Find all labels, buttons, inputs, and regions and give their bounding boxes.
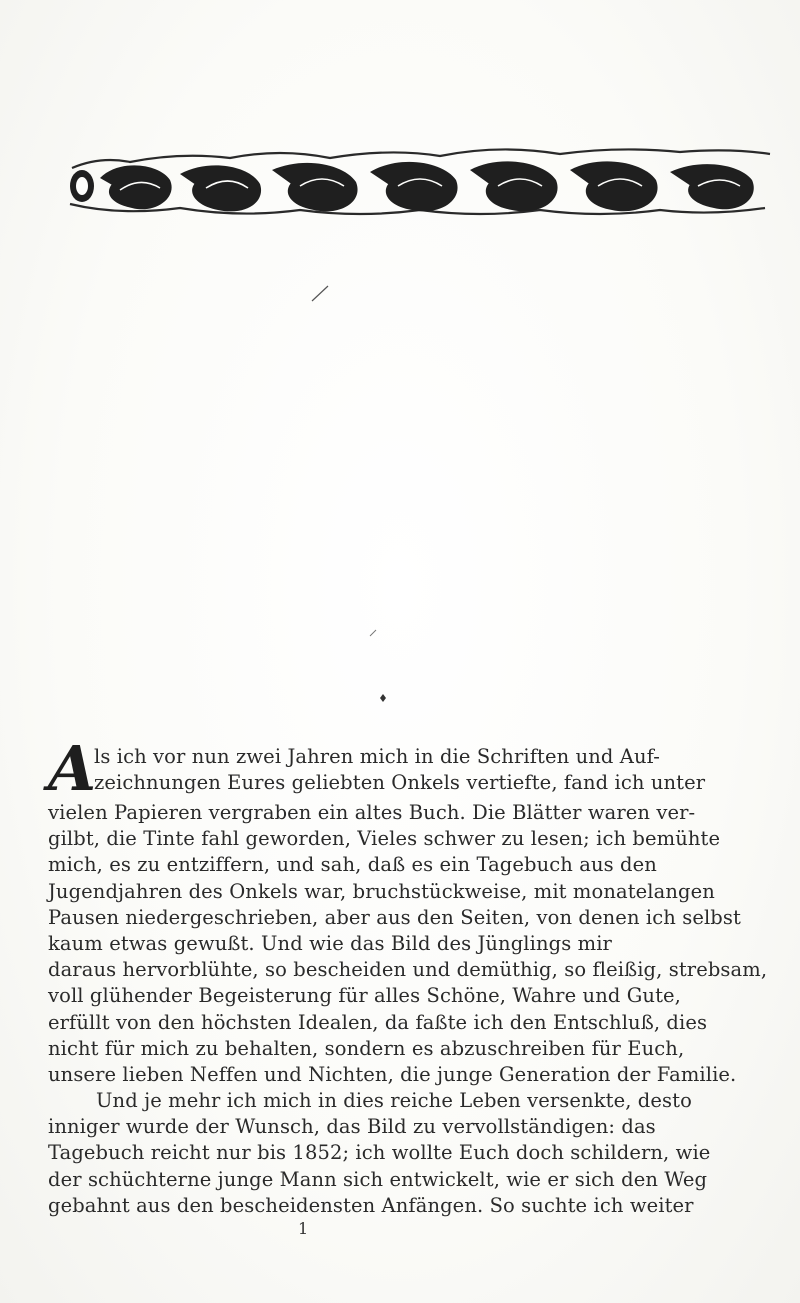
ink-speck-icon: [379, 693, 387, 703]
body-text: [48, 732, 768, 1239]
text-line: erfüllt von den höchsten Idealen, da faßte ich den Entschluß, dies: [48, 1010, 708, 1034]
text-line: daraus hervorblühte, so bescheiden und demüthig, so fleißig, strebsam,: [48, 958, 768, 982]
text-line: Pausen niedergeschrieben, aber aus den Seiten, von denen ich selbst: [48, 905, 741, 929]
text-line: zeichnungen Eures geliebten Onkels vertiefte, fand ich unter: [94, 771, 706, 794]
text-line: mich, es zu entziffern, und sah, daß es ein Tagebuch aus den: [48, 853, 657, 877]
text-line: kaum etwas gewußt. Und wie das Bild des Jünglings mir: [48, 931, 612, 955]
text-line: inniger wurde der Wunsch, das Bild zu vervollständigen: das: [48, 1115, 656, 1139]
text-line: der schüchterne junge Mann sich entwickelt, wie er sich den Weg: [48, 1167, 708, 1191]
text-line: ls ich vor nun zwei Jahren mich in die Schriften und Auf-: [94, 745, 660, 768]
text-line: unsere lieben Neffen und Nichten, die junge Generation der Familie.: [48, 1062, 737, 1086]
text-line: voll glühender Begeisterung für alles Schöne, Wahre und Gute,: [48, 984, 681, 1008]
text-line: gilbt, die Tinte fahl geworden, Vieles schwer zu lesen; ich bemühte: [48, 827, 721, 851]
cap-lines: [94, 744, 705, 796]
ink-speck-icon: [368, 628, 378, 638]
text-line: Und je mehr ich mich in dies reiche Leben versenkte, desto: [96, 1089, 692, 1113]
text-line: gebahnt aus den bescheidensten Anfängen. So suchte ich weiter: [48, 1193, 694, 1217]
text-line: Tagebuch reicht nur bis 1852; ich wollte Euch doch schildern, wie: [48, 1141, 711, 1165]
text-line: vielen Papieren vergraben ein altes Buch. Die Blätter waren ver-: [48, 801, 696, 824]
ornamental-header-band-icon: [60, 118, 780, 228]
drop-cap: A: [48, 732, 97, 805]
signature-mark: 1: [298, 1219, 309, 1238]
text-line: nicht für mich zu behalten, sondern es abzuschreiben für Euch,: [48, 1036, 685, 1060]
opening-paragraph-start: [48, 732, 768, 805]
text-line: Jugendjahren des Onkels war, bruchstückweise, mit monatelangen: [48, 879, 715, 903]
pencil-mark-icon: [310, 283, 330, 303]
